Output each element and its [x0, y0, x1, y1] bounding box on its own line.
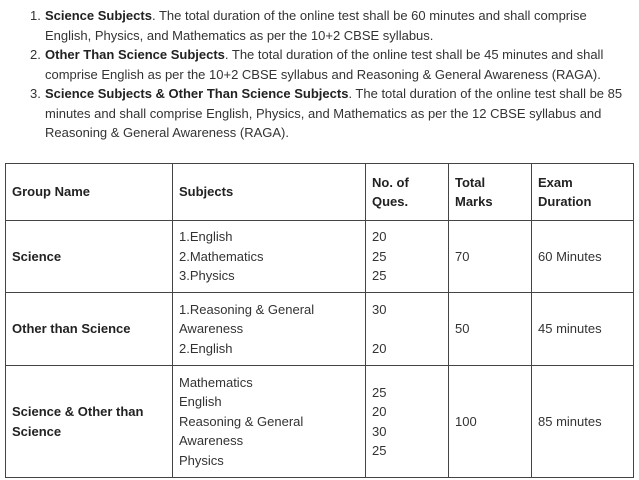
exam-pattern-list — [0, 6, 639, 143]
questions-cell: 20 25 25 — [366, 221, 449, 293]
header-subjects: Subjects — [173, 164, 366, 221]
header-num-questions: No. of Ques. — [366, 164, 449, 221]
duration-cell: 85 minutes — [532, 366, 634, 478]
questions-cell: 30 20 — [366, 293, 449, 366]
subjects-cell: 1.English 2.Mathematics 3.Physics — [173, 221, 366, 293]
marks-cell: 100 — [449, 366, 532, 478]
list-item-title: Science Subjects & Other Than Science Subjects — [45, 86, 349, 101]
header-total-marks: Total Marks — [449, 164, 532, 221]
list-number: 3. — [30, 86, 41, 101]
list-item-title: Other Than Science Subjects — [45, 47, 225, 62]
header-group-name: Group Name — [6, 164, 173, 221]
list-number: 1. — [30, 8, 41, 23]
group-name-cell: Other than Science — [6, 293, 173, 366]
duration-cell: 45 minutes — [532, 293, 634, 366]
marks-cell: 70 — [449, 221, 532, 293]
table-row — [6, 366, 634, 478]
group-name-cell: Science & Other than Science — [6, 366, 173, 478]
exam-pattern-table — [5, 163, 634, 478]
duration-cell: 60 Minutes — [532, 221, 634, 293]
subjects-cell: Mathematics English Reasoning & General Awareness Physics — [173, 366, 366, 478]
table-row — [6, 293, 634, 366]
list-item-title: Science Subjects — [45, 8, 152, 23]
list-item-text: . The total duration of the online test shall be 45 minutes and shall comprise English as per the 10+2 CBSE syllabus and Reasoning & General Awareness (RAGA). — [45, 47, 604, 82]
list-item-text: . The total duration of the online test shall be 85 minutes and shall comprise English, Physics, and Mathematics as per the 12 CBSE syllabus and Reasoning & General Awareness (RAGA). — [45, 86, 623, 140]
table-header-row — [6, 164, 634, 221]
subjects-cell: 1.Reasoning & General Awareness 2.English — [173, 293, 366, 366]
questions-cell: 25 20 30 25 — [366, 366, 449, 478]
list-item — [0, 45, 639, 84]
header-exam-duration: Exam Duration — [532, 164, 634, 221]
list-item-text: . The total duration of the online test shall be 60 minutes and shall comprise English, Physics, and Mathematics as per the 10+2 CBSE syllabus. — [45, 8, 587, 43]
list-item — [0, 84, 639, 143]
list-item — [0, 6, 639, 45]
list-number: 2. — [30, 47, 41, 62]
group-name-cell: Science — [6, 221, 173, 293]
marks-cell: 50 — [449, 293, 532, 366]
table-row — [6, 221, 634, 293]
